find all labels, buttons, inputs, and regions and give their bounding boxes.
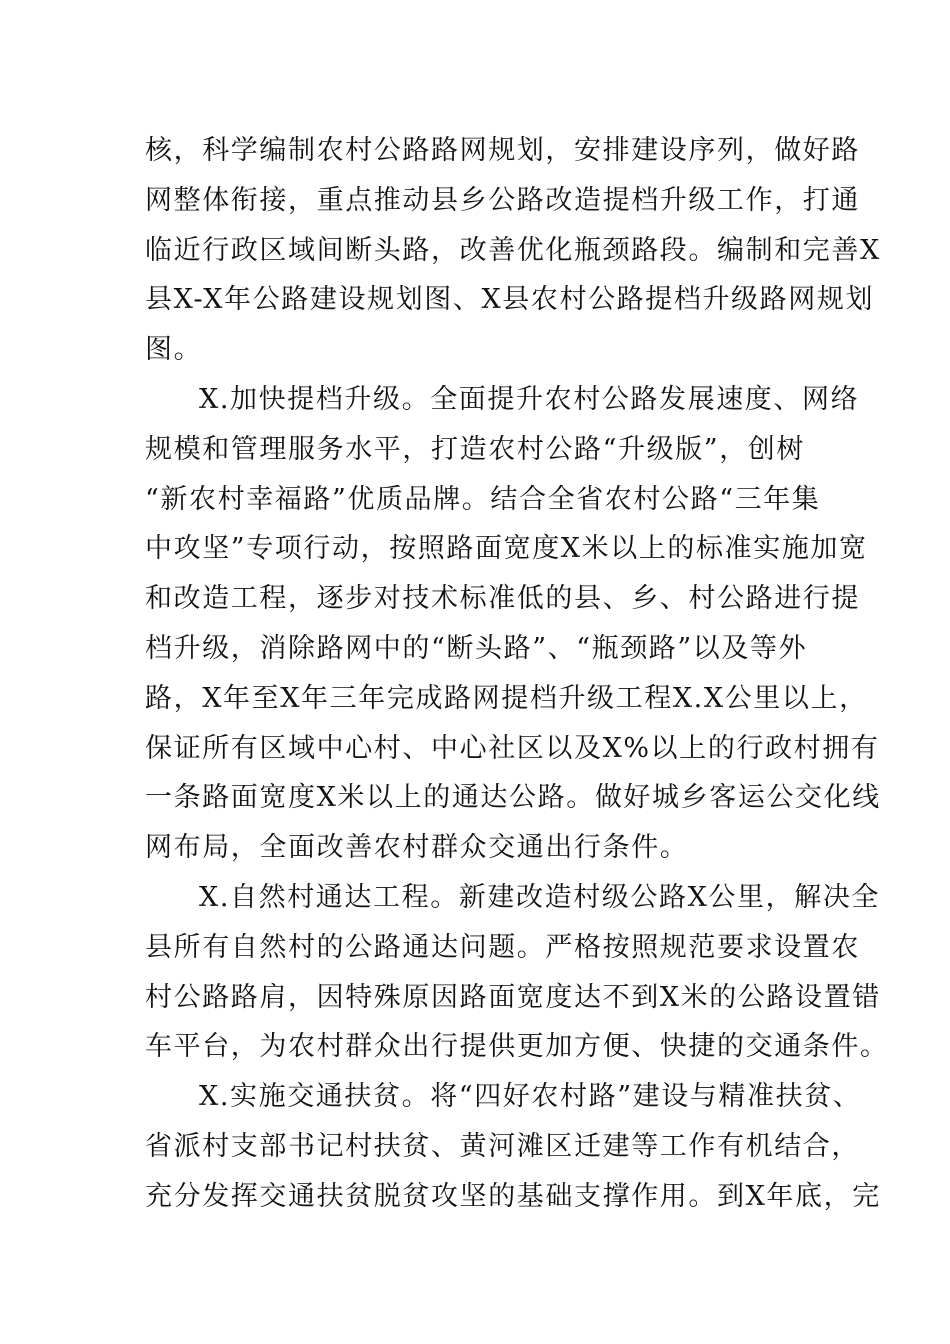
text-line: 网整体衔接，重点推动县乡公路改造提档升级工作，打通 (145, 184, 860, 216)
text-line: 充分发挥交通扶贫脱贫攻坚的基础支撑作用。到X年底，完 (145, 1180, 881, 1212)
text-line: 保证所有区域中心村、中心社区以及X%以上的行政村拥有 (145, 732, 880, 764)
text-line: 规模和管理服务水平，打造农村公路“升级版”，创树 (145, 433, 806, 465)
document-body (145, 126, 889, 1222)
text-line: 车平台，为农村群众出行提供更加方便、快捷的交通条件。 (145, 1031, 889, 1063)
text-line: “新农村幸福路”优质品牌。结合全省农村公路“三年集 (145, 483, 821, 515)
paragraph-start-line: X.实施交通扶贫。将“四好农村路”建设与精准扶贫、 (199, 1081, 862, 1113)
text-line: 村公路路肩，因特殊原因路面宽度达不到X米的公路设置错 (145, 981, 881, 1013)
text-line: 核，科学编制农村公路路网规划，安排建设序列，做好路 (145, 135, 860, 166)
text-line: 图。 (145, 334, 203, 366)
text-line: 网布局，全面改善农村群众交通出行条件。 (145, 832, 689, 864)
paragraph-start-line: X.加快提档升级。全面提升农村公路发展速度、网络 (199, 383, 860, 415)
text-line: 中攻坚”专项行动，按照路面宽度X米以上的标准实施加宽 (145, 533, 868, 565)
text-line: 和改造工程，逐步对技术标准低的县、乡、村公路进行提 (145, 583, 860, 615)
paragraph-start-line: X.自然村通达工程。新建改造村级公路X公里，解决全 (199, 881, 881, 913)
text-line: 路，X年至X年三年完成路网提档升级工程X.X公里以上， (145, 682, 868, 714)
text-line: 县X-X年公路建设规划图、X县农村公路提档升级路网规划 (145, 284, 875, 316)
text-line: 档升级，消除路网中的“断头路”、“瓶颈路”以及等外 (145, 632, 808, 664)
text-line: 一条路面宽度X米以上的通达公路。做好城乡客运公交化线 (145, 782, 881, 814)
text-line: 省派村支部书记村扶贫、黄河滩区迁建等工作有机结合， (145, 1130, 860, 1162)
text-line: 县所有自然村的公路通达问题。严格按照规范要求设置农 (145, 931, 860, 963)
text-line: 临近行政区域间断头路，改善优化瓶颈路段。编制和完善X (145, 234, 881, 266)
